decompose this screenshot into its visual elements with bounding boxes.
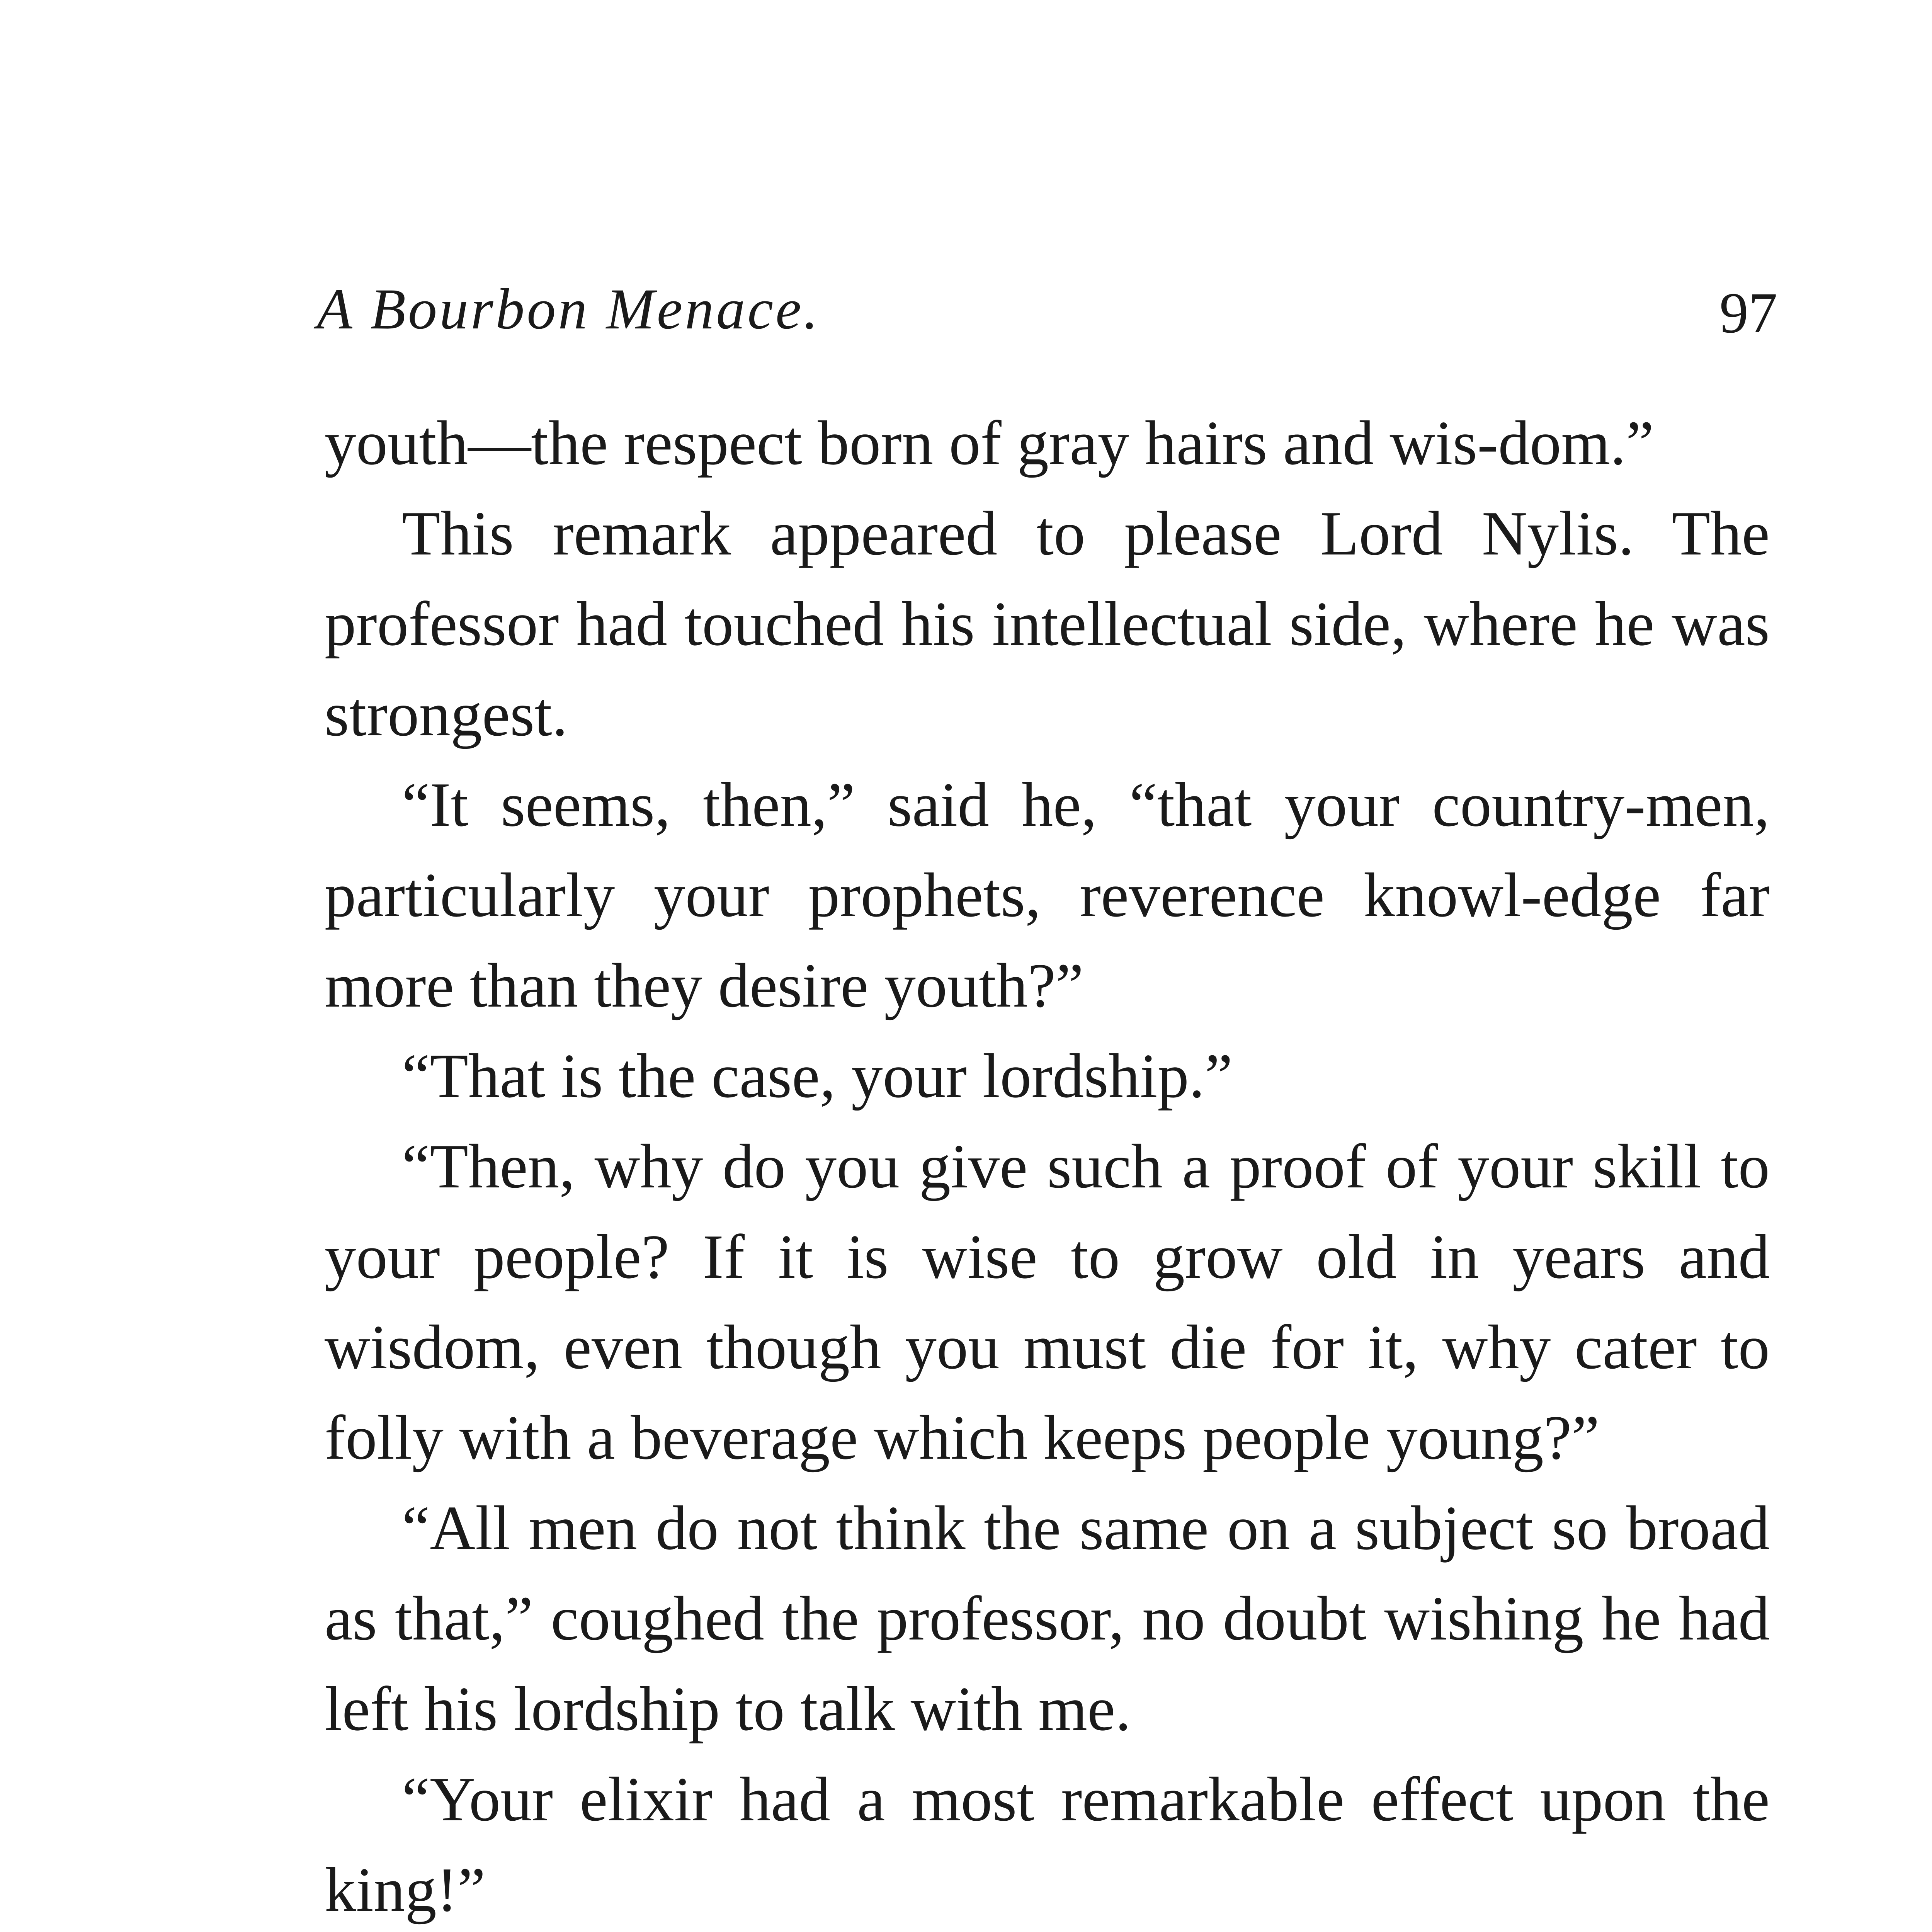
paragraph: “Your elixir had a most remarkable effect upon the king!” xyxy=(325,1765,1770,1925)
paragraph: This remark appeared to please Lord Nylis. The professor had touched his intellectual side, where he was strongest. xyxy=(325,499,1770,749)
paragraph: youth—the respect born of gray hairs and wis-dom.” xyxy=(325,408,1654,478)
paragraph: “All men do not think the same on a subject so broad as that,” coughed the professor, no doubt wishing he had left his lordship to talk with me. xyxy=(325,1493,1770,1744)
body-text xyxy=(325,398,1770,1932)
paragraph: “Then, why do you give such a proof of your skill to your people? If it is wise to grow old in years and wisdom, even though you must die for it, why cater to folly with a beverage which keeps people young?” xyxy=(325,1132,1770,1473)
paragraph: “It seems, then,” said he, “that your country-men, particularly your prophets, reverence knowl-edge far more than they desire youth?” xyxy=(325,770,1770,1020)
page-number: 97 xyxy=(1719,281,1777,345)
running-header xyxy=(317,270,1777,348)
running-title: A Bourbon Menace. xyxy=(317,277,821,341)
paragraph: “That is the case, your lordship.” xyxy=(402,1041,1233,1111)
